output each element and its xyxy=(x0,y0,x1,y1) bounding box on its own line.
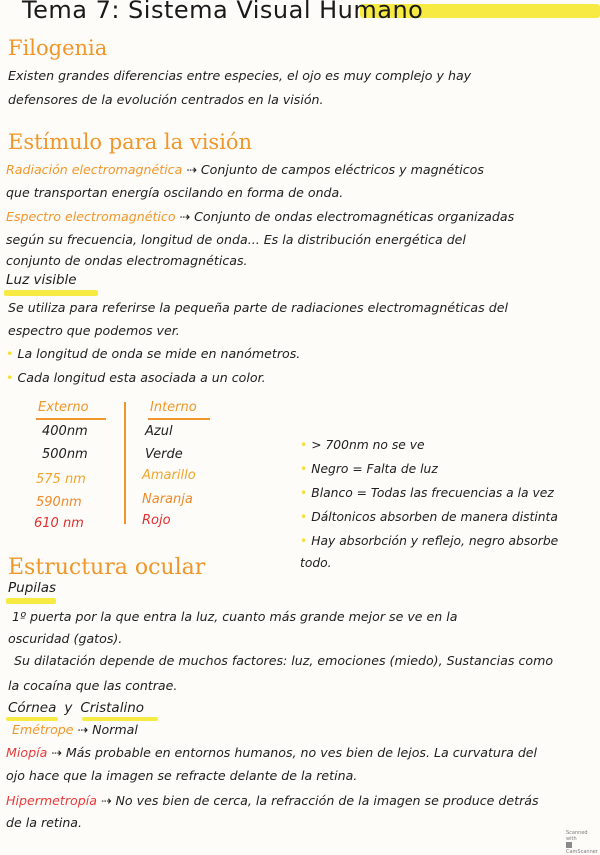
radiacion-line-2: que transportan energía oscilando en forma de onda. xyxy=(6,185,344,200)
table-head-externo: Externo xyxy=(38,400,89,415)
bullet-icon: • xyxy=(300,534,308,548)
hiper-line-2: de la retina. xyxy=(6,815,83,830)
pupilas-line-4: la cocaína que las contrae. xyxy=(8,678,178,693)
cristalino-highlight xyxy=(82,717,158,721)
espectro-def: ⇢ Conjunto de ondas electromagnéticas organizadas xyxy=(175,209,515,224)
luz-heading: Luz visible xyxy=(6,272,77,288)
table-nm-500: 500nm xyxy=(42,447,88,462)
bullet-icon: • xyxy=(6,346,14,361)
scanner-line-2: CamScanner xyxy=(566,848,598,855)
page-title: Tema 7: Sistema Visual Humano xyxy=(22,0,424,24)
table-color-verde: Verde xyxy=(145,447,183,462)
bullet-icon: • xyxy=(300,486,308,500)
miopia-line-2: ojo hace que la imagen se refracte delante de la retina. xyxy=(6,768,358,783)
luz-line-2: espectro que podemos ver. xyxy=(8,323,180,338)
luz-bullet-2: • Cada longitud esta asociada a un color. xyxy=(6,370,266,385)
table-nm-610: 610 nm xyxy=(34,516,84,531)
radiacion-def: ⇢ Conjunto de campos eléctricos y magnéticos xyxy=(182,162,484,177)
and-connector: y xyxy=(64,700,73,716)
espectro-term: Espectro electromagnético xyxy=(6,209,176,224)
luz-line-1: Se utiliza para referirse la pequeña parte de radiaciones electromagnéticas del xyxy=(8,300,508,315)
pupilas-highlight xyxy=(6,598,56,604)
bullet-icon: • xyxy=(6,370,14,385)
note-2: • Negro = Falta de luz xyxy=(300,462,438,476)
table-nm-590: 590nm xyxy=(36,495,82,510)
table-color-naranja: Naranja xyxy=(142,492,193,507)
table-color-rojo: Rojo xyxy=(142,513,171,528)
scanner-logo-icon xyxy=(566,842,572,848)
hiper-term: Hipermetropía xyxy=(6,793,97,808)
table-underline-right xyxy=(148,418,210,420)
note-4: • Dáltonicos absorben de manera distinta xyxy=(300,510,558,524)
miopia-term: Miopía xyxy=(6,745,48,760)
radiacion-term: Radiación electromagnética xyxy=(6,162,183,177)
scanner-watermark xyxy=(566,830,598,855)
cornea-heading: Córnea y Cristalino xyxy=(8,700,145,716)
note-1: • > 700nm no se ve xyxy=(300,438,425,452)
espectro-line-1 xyxy=(6,209,514,224)
table-nm-400: 400nm xyxy=(42,424,88,439)
radiacion-line-1 xyxy=(6,162,484,177)
scanner-line-1: Scanned with xyxy=(566,830,588,842)
pupilas-line-2: oscuridad (gatos). xyxy=(8,631,123,646)
pupilas-line-1: 1º puerta por la que entra la luz, cuanto más grande mejor se ve en la xyxy=(12,609,458,624)
hiper-line-1: Hipermetropía ⇢ No ves bien de cerca, la refracción de la imagen se produce detrás xyxy=(6,793,539,808)
estructura-heading: Estructura ocular xyxy=(8,555,206,580)
luz-heading-highlight xyxy=(4,290,98,296)
note-3: • Blanco = Todas las frecuencias a la vez xyxy=(300,486,554,500)
emetrope-line: Emétrope ⇢ Normal xyxy=(12,722,138,737)
note-5b: todo. xyxy=(300,556,332,570)
filogenia-line-1: Existen grandes diferencias entre especies, el ojo es muy complejo y hay xyxy=(8,68,472,83)
table-underline-left xyxy=(36,418,106,420)
bullet-icon: • xyxy=(300,438,308,452)
luz-bullet-1: • La longitud de onda se mide en nanómetros. xyxy=(6,346,301,361)
cornea-highlight xyxy=(6,717,58,721)
estimulo-heading: Estímulo para la visión xyxy=(8,130,253,154)
table-color-azul: Azul xyxy=(145,424,173,439)
table-color-amarillo: Amarillo xyxy=(142,468,196,483)
bullet-icon: • xyxy=(300,462,308,476)
bullet-icon: • xyxy=(300,510,308,524)
filogenia-line-2: defensores de la evolución centrados en la visión. xyxy=(8,92,324,107)
miopia-line-1: Miopía ⇢ Más probable en entornos humanos, no ves bien de lejos. La curvatura del xyxy=(6,745,538,760)
emetrope-term: Emétrope xyxy=(12,722,74,737)
table-nm-575: 575 nm xyxy=(36,472,86,487)
pupilas-heading: Pupilas xyxy=(8,580,57,596)
filogenia-heading: Filogenia xyxy=(8,36,108,60)
espectro-line-3: conjunto de ondas electromagnéticas. xyxy=(6,253,248,268)
espectro-line-2: según su frecuencia, longitud de onda... Es la distribución energética del xyxy=(6,232,466,247)
table-head-interno: Interno xyxy=(150,400,197,415)
note-5: • Hay absorbción y reflejo, negro absorbe xyxy=(300,534,559,548)
table-divider xyxy=(124,402,126,524)
pupilas-line-3: Su dilatación depende de muchos factores: luz, emociones (miedo), Sustancias como xyxy=(14,653,554,668)
